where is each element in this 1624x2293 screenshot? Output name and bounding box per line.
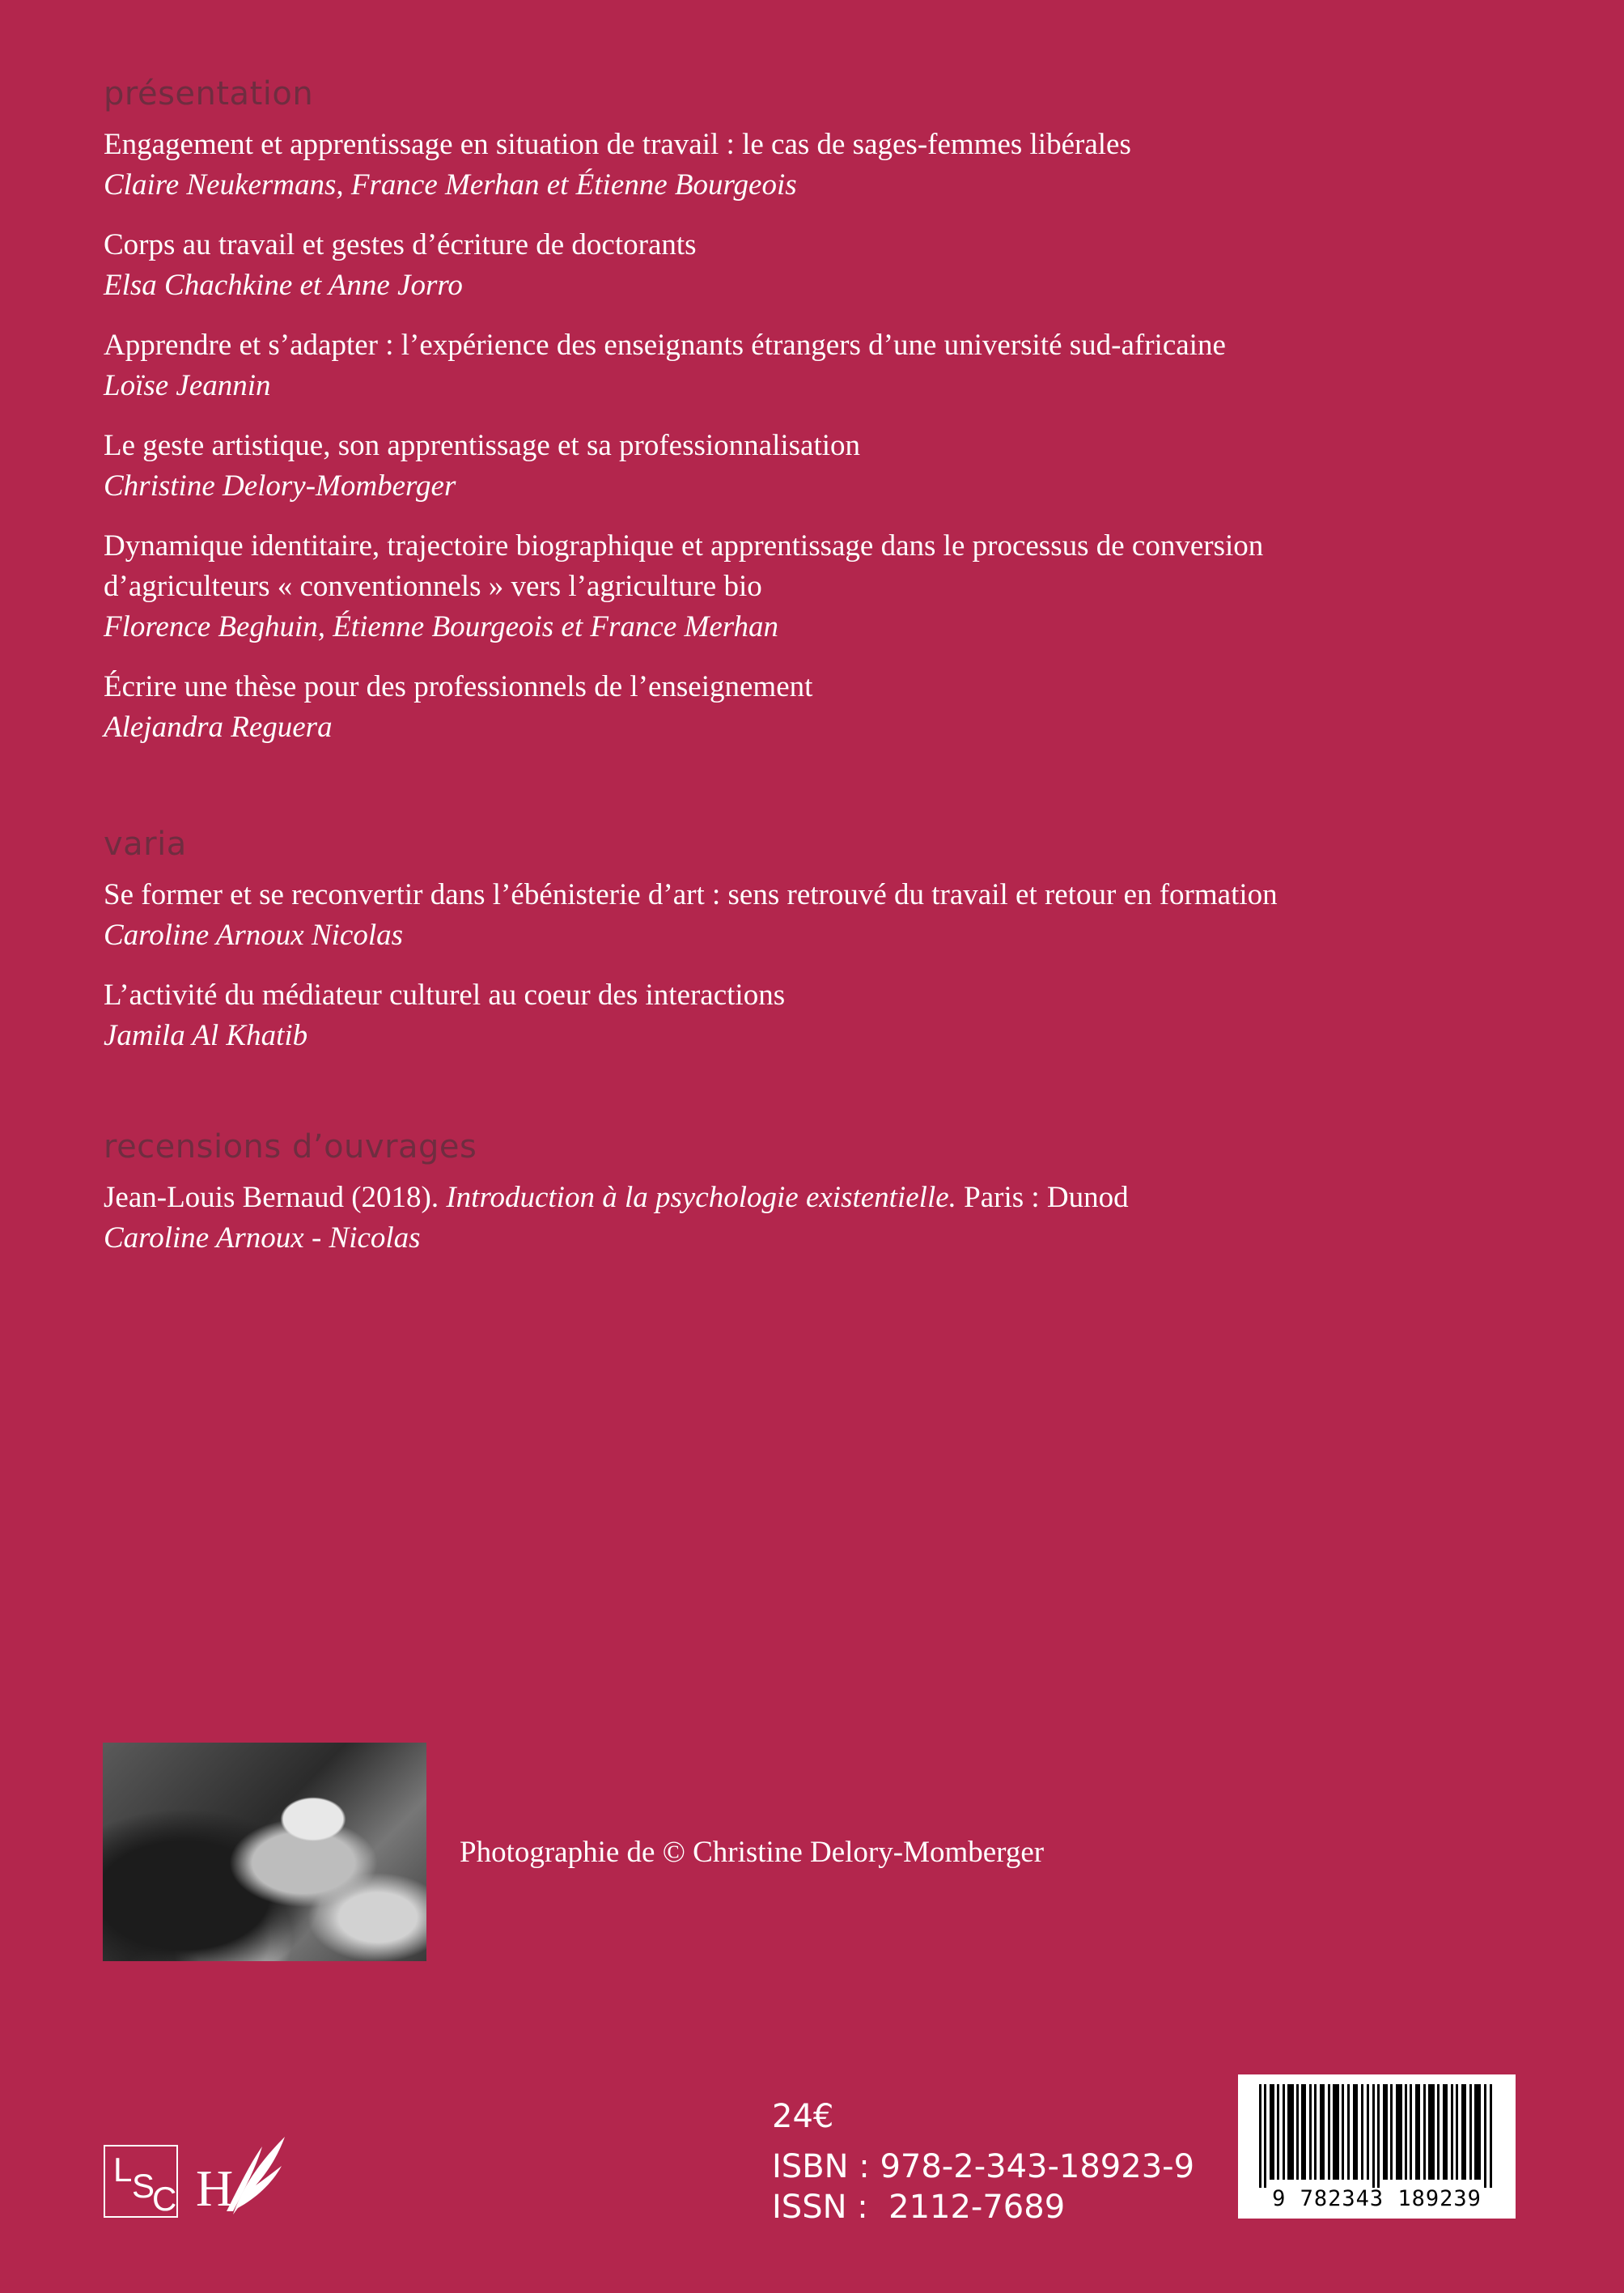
- article-title: Le geste artistique, son apprentissage et sa professionnalisation: [104, 429, 861, 462]
- review-publisher: Paris : Dunod: [956, 1181, 1129, 1214]
- article-authors: Jamila Al Khatib: [104, 1019, 308, 1052]
- logo-letter-h: H: [196, 2159, 234, 2217]
- barcode-digits: 9 782343 189239: [1272, 2186, 1482, 2211]
- article-authors: Caroline Arnoux Nicolas: [104, 919, 403, 952]
- issn: ISSN : 2112-7689: [772, 2189, 1066, 2226]
- article-entry: [104, 667, 1520, 748]
- isbn: ISBN : 978-2-343-18923-9: [772, 2148, 1195, 2185]
- article-entry: [104, 426, 1520, 507]
- article-entry: [104, 875, 1520, 956]
- section-title: recensions d’ouvrages: [104, 1128, 477, 1166]
- barcode: [1238, 2074, 1516, 2219]
- feather-icon: [194, 2130, 299, 2219]
- price: 24€: [772, 2098, 834, 2135]
- article-entry: [104, 975, 1520, 1056]
- review-title: [104, 1178, 1520, 1218]
- review-author-year: Jean-Louis Bernaud (2018).: [104, 1181, 447, 1214]
- barcode-bars: [1259, 2084, 1495, 2188]
- article-title: Apprendre et s’adapter : l’expérience des enseignants étrangers d’une université sud-africaine: [104, 329, 1226, 362]
- article-entry: [104, 125, 1520, 206]
- section-recensions: [104, 1126, 1520, 1278]
- cover-photograph: [103, 1743, 426, 1961]
- article-title: Se former et se reconvertir dans l’ébénisterie d’art : sens retrouvé du travail et retour en formation: [104, 878, 1278, 911]
- section-title: varia: [104, 826, 187, 863]
- article-entry: [104, 325, 1520, 406]
- photo-credit: Photographie de © Christine Delory-Momberger: [460, 1836, 1045, 1869]
- article-title: Écrire une thèse pour des professionnels de l’enseignement: [104, 670, 813, 703]
- harmattan-logo: [194, 2130, 299, 2219]
- section-presentation: [104, 73, 1520, 767]
- article-title-line-2: d’agriculteurs « conventionnels » vers l’agriculture bio: [104, 570, 762, 603]
- review-authors: Caroline Arnoux - Nicolas: [104, 1221, 421, 1255]
- lsc-logo: [104, 2145, 178, 2218]
- article-authors: Florence Beghuin, Étienne Bourgeois et France Merhan: [104, 610, 778, 643]
- article-authors: Alejandra Reguera: [104, 711, 333, 744]
- logo-letter-l: L: [113, 2151, 133, 2189]
- article-authors: Elsa Chachkine et Anne Jorro: [104, 269, 463, 302]
- article-entry: [104, 526, 1520, 648]
- article-entry: [104, 225, 1520, 306]
- article-title: Engagement et apprentissage en situation de travail : le cas de sages-femmes libérales: [104, 128, 1131, 161]
- logo-letter-c: C: [152, 2180, 177, 2218]
- article-authors: Loïse Jeannin: [104, 369, 271, 402]
- article-title-line-1: Dynamique identitaire, trajectoire biographique et apprentissage dans le processus de conversion: [104, 529, 1264, 563]
- section-title: présentation: [104, 75, 314, 113]
- review-entry: [104, 1178, 1520, 1259]
- article-authors: Claire Neukermans, France Merhan et Étienne Bourgeois: [104, 168, 797, 202]
- article-authors: Christine Delory-Momberger: [104, 469, 456, 503]
- review-book-title: Introduction à la psychologie existentielle.: [446, 1181, 956, 1214]
- article-title: L’activité du médiateur culturel au coeur des interactions: [104, 979, 786, 1012]
- article-title: Corps au travail et gestes d’écriture de doctorants: [104, 228, 697, 261]
- section-varia: [104, 823, 1520, 1076]
- logo-letter-s: S: [132, 2167, 155, 2205]
